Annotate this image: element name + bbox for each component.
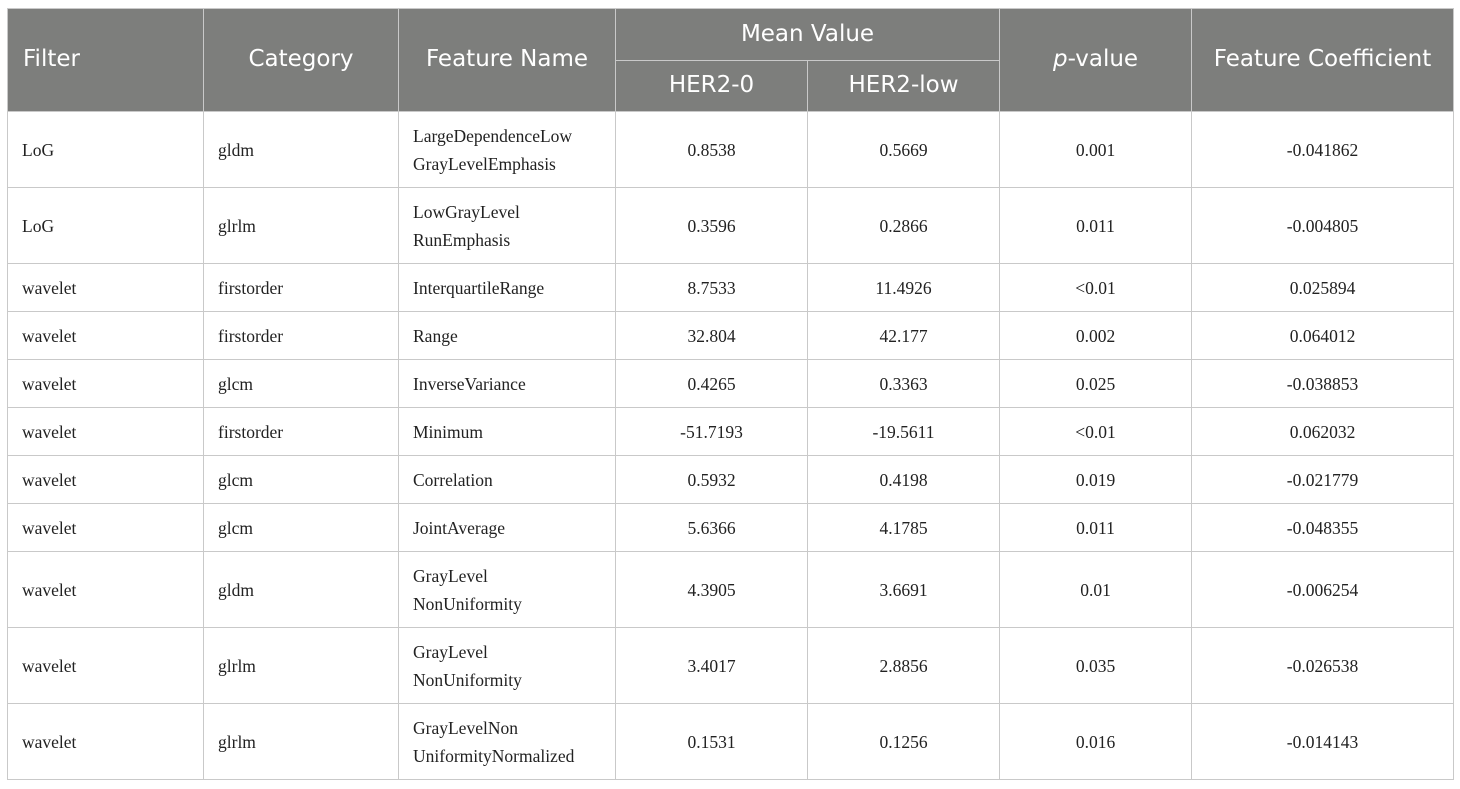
cell-feature-name	[399, 112, 616, 188]
cell-her2-low: 0.2866	[808, 188, 1000, 264]
table-row	[8, 264, 1454, 312]
table-row	[8, 312, 1454, 360]
cell-p-value: <0.01	[1000, 408, 1192, 456]
cell-feature-name	[399, 552, 616, 628]
cell-category: glcm	[204, 360, 399, 408]
cell-feature-name	[399, 628, 616, 704]
cell-filter: wavelet	[8, 264, 204, 312]
cell-filter: wavelet	[8, 408, 204, 456]
feature-name-line: GrayLevel	[413, 565, 488, 586]
header-p-value-italic: p	[1052, 46, 1068, 73]
radiomics-feature-table	[7, 8, 1454, 780]
cell-p-value: 0.035	[1000, 628, 1192, 704]
table-row	[8, 704, 1454, 780]
table-row	[8, 360, 1454, 408]
cell-her2-0: 0.4265	[616, 360, 808, 408]
cell-p-value: 0.002	[1000, 312, 1192, 360]
cell-feature-name	[399, 408, 616, 456]
cell-filter: wavelet	[8, 628, 204, 704]
feature-name-line: NonUniformity	[413, 669, 522, 690]
header-mean-value: Mean Value	[616, 9, 1000, 61]
feature-name-line: Correlation	[413, 469, 493, 490]
cell-her2-low: 0.3363	[808, 360, 1000, 408]
cell-feature-name	[399, 456, 616, 504]
cell-feature-name	[399, 312, 616, 360]
feature-name-line: LowGrayLevel	[413, 201, 520, 222]
cell-category: gldm	[204, 552, 399, 628]
feature-name-line: NonUniformity	[413, 593, 522, 614]
cell-feature-coefficient: -0.048355	[1192, 504, 1454, 552]
cell-her2-0: 4.3905	[616, 552, 808, 628]
cell-p-value: 0.011	[1000, 504, 1192, 552]
cell-feature-coefficient: -0.006254	[1192, 552, 1454, 628]
cell-feature-name	[399, 504, 616, 552]
cell-filter: wavelet	[8, 504, 204, 552]
cell-feature-coefficient: -0.004805	[1192, 188, 1454, 264]
feature-name-line: InterquartileRange	[413, 277, 545, 298]
table-row	[8, 112, 1454, 188]
cell-p-value: 0.025	[1000, 360, 1192, 408]
cell-filter: wavelet	[8, 704, 204, 780]
header-her2-low: HER2-low	[808, 61, 1000, 112]
feature-name-line: LargeDependenceLow	[413, 125, 573, 146]
feature-name-line: InverseVariance	[413, 373, 526, 394]
cell-feature-coefficient: 0.064012	[1192, 312, 1454, 360]
table-row	[8, 188, 1454, 264]
cell-p-value: 0.016	[1000, 704, 1192, 780]
cell-feature-coefficient: -0.038853	[1192, 360, 1454, 408]
cell-her2-0: 0.1531	[616, 704, 808, 780]
table-row	[8, 552, 1454, 628]
cell-feature-coefficient: -0.021779	[1192, 456, 1454, 504]
cell-her2-0: 0.5932	[616, 456, 808, 504]
cell-her2-low: 11.4926	[808, 264, 1000, 312]
cell-her2-low: 4.1785	[808, 504, 1000, 552]
header-her2-0: HER2-0	[616, 61, 808, 112]
cell-p-value: 0.001	[1000, 112, 1192, 188]
cell-category: glcm	[204, 456, 399, 504]
cell-her2-0: 5.6366	[616, 504, 808, 552]
feature-name-line: GrayLevelNon	[413, 717, 518, 738]
header-feature-name: Feature Name	[399, 9, 616, 112]
table-row	[8, 504, 1454, 552]
cell-filter: wavelet	[8, 312, 204, 360]
cell-category: glrlm	[204, 188, 399, 264]
table-header	[8, 9, 1454, 112]
cell-p-value: 0.01	[1000, 552, 1192, 628]
cell-category: firstorder	[204, 408, 399, 456]
cell-filter: LoG	[8, 112, 204, 188]
cell-her2-0: 8.7533	[616, 264, 808, 312]
cell-category: glrlm	[204, 704, 399, 780]
cell-her2-low: 0.4198	[808, 456, 1000, 504]
cell-feature-coefficient: 0.025894	[1192, 264, 1454, 312]
cell-category: firstorder	[204, 264, 399, 312]
cell-feature-name	[399, 264, 616, 312]
cell-her2-0: -51.7193	[616, 408, 808, 456]
cell-feature-coefficient: -0.014143	[1192, 704, 1454, 780]
cell-category: firstorder	[204, 312, 399, 360]
table-body	[8, 112, 1454, 780]
cell-filter: LoG	[8, 188, 204, 264]
cell-her2-low: 0.5669	[808, 112, 1000, 188]
cell-filter: wavelet	[8, 360, 204, 408]
cell-category: gldm	[204, 112, 399, 188]
feature-name-line: JointAverage	[413, 517, 506, 538]
cell-p-value: <0.01	[1000, 264, 1192, 312]
cell-feature-name	[399, 360, 616, 408]
cell-filter: wavelet	[8, 456, 204, 504]
header-p-value	[1000, 9, 1192, 112]
cell-filter: wavelet	[8, 552, 204, 628]
header-category: Category	[204, 9, 399, 112]
cell-her2-low: 0.1256	[808, 704, 1000, 780]
cell-p-value: 0.019	[1000, 456, 1192, 504]
feature-name-line: Range	[413, 325, 458, 346]
feature-name-line: Minimum	[413, 421, 484, 442]
cell-feature-coefficient: -0.026538	[1192, 628, 1454, 704]
header-filter: Filter	[8, 9, 204, 112]
cell-category: glrlm	[204, 628, 399, 704]
cell-feature-name	[399, 188, 616, 264]
cell-her2-low: 2.8856	[808, 628, 1000, 704]
table-row	[8, 628, 1454, 704]
table-row	[8, 456, 1454, 504]
cell-her2-0: 0.8538	[616, 112, 808, 188]
cell-her2-low: -19.5611	[808, 408, 1000, 456]
table-row	[8, 408, 1454, 456]
cell-feature-coefficient: -0.041862	[1192, 112, 1454, 188]
header-p-value-rest: -value	[1067, 46, 1139, 73]
feature-name-line: UniformityNormalized	[413, 745, 575, 766]
cell-category: glcm	[204, 504, 399, 552]
cell-her2-low: 3.6691	[808, 552, 1000, 628]
feature-name-line: RunEmphasis	[413, 229, 511, 250]
cell-her2-low: 42.177	[808, 312, 1000, 360]
cell-feature-coefficient: 0.062032	[1192, 408, 1454, 456]
feature-name-line: GrayLevel	[413, 641, 488, 662]
cell-her2-0: 3.4017	[616, 628, 808, 704]
feature-name-line: GrayLevelEmphasis	[413, 153, 556, 174]
cell-feature-name	[399, 704, 616, 780]
header-feature-coefficient: Feature Coefficient	[1192, 9, 1454, 112]
cell-p-value: 0.011	[1000, 188, 1192, 264]
cell-her2-0: 32.804	[616, 312, 808, 360]
cell-her2-0: 0.3596	[616, 188, 808, 264]
